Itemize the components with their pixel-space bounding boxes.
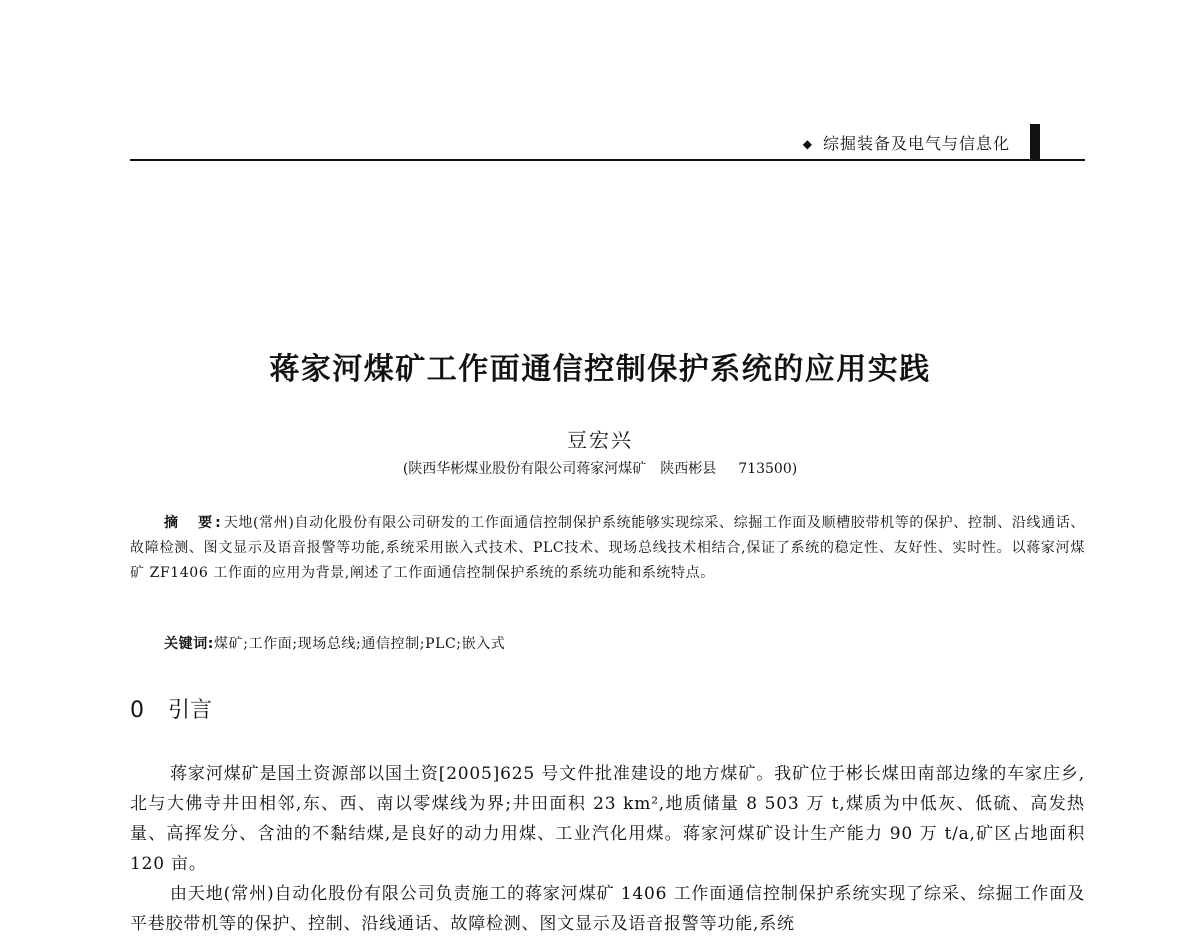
author-affiliation <box>0 458 1200 478</box>
abstract-label: 摘 要: <box>164 515 224 531</box>
abstract-text: 天地(常州)自动化股份有限公司研发的工作面通信控制保护系统能够实现综采、综掘工作面及顺槽胶带机等的保护、控制、沿线通话、故障检测、图文显示及语音报警等功能,系统采用嵌入式技术、PLC技术、现场总线技术相结合,保证了系统的稳定性、友好性、实时性。以蒋家河煤矿 ZF1406 工作面的应用为背景,阐述了工作面通信控制保护系统的系统功能和系统特点。 <box>130 515 1085 581</box>
header-rule <box>130 159 1085 161</box>
section-title: 引言 <box>168 698 213 723</box>
abstract <box>130 511 1085 586</box>
section-heading <box>130 693 212 724</box>
body-paragraph: 由天地(常州)自动化股份有限公司负责施工的蒋家河煤矿 1406 工作面通信控制保护系统实现了综采、综掘工作面及平巷胶带机等的保护、控制、沿线通话、故障检测、图文显示及语音报警等功能,系统 <box>130 884 1085 934</box>
keywords-text: 煤矿;工作面;现场总线;通信控制;PLC;嵌入式 <box>214 636 506 652</box>
running-header <box>803 131 1010 154</box>
diamond-bullet-icon: ◆ <box>802 137 813 151</box>
affiliation-text: (陕西华彬煤业股份有限公司蒋家河煤矿 陕西彬县 <box>402 461 717 477</box>
body-paragraph: 蒋家河煤矿是国土资源部以国土资[2005]625 号文件批准建设的地方煤矿。我矿位于彬长煤田南部边缘的车家庄乡,北与大佛寺井田相邻,东、西、南以零煤线为界;井田面积 23 km²,地质储量 8 503 万 t,煤质为中低灰、低硫、高发热量、高挥发分、含油的不黏结煤,是良好的动力用煤、工业汽化用煤。蒋家河煤矿设计生产能力 90 万 t/a,矿区占地面积 120 亩。 <box>130 764 1085 874</box>
author-name: 豆宏兴 <box>567 428 633 452</box>
article-title: 蒋家河煤矿工作面通信控制保护系统的应用实践 <box>269 352 931 387</box>
section-number: 0 <box>130 698 144 723</box>
affiliation-postcode: 713500) <box>738 461 798 477</box>
header-marker-bar <box>1030 124 1040 160</box>
keywords-label: 关键词: <box>164 636 214 652</box>
running-header-section: 综掘装备及电气与信息化 <box>822 134 1010 153</box>
keywords <box>164 633 1064 653</box>
